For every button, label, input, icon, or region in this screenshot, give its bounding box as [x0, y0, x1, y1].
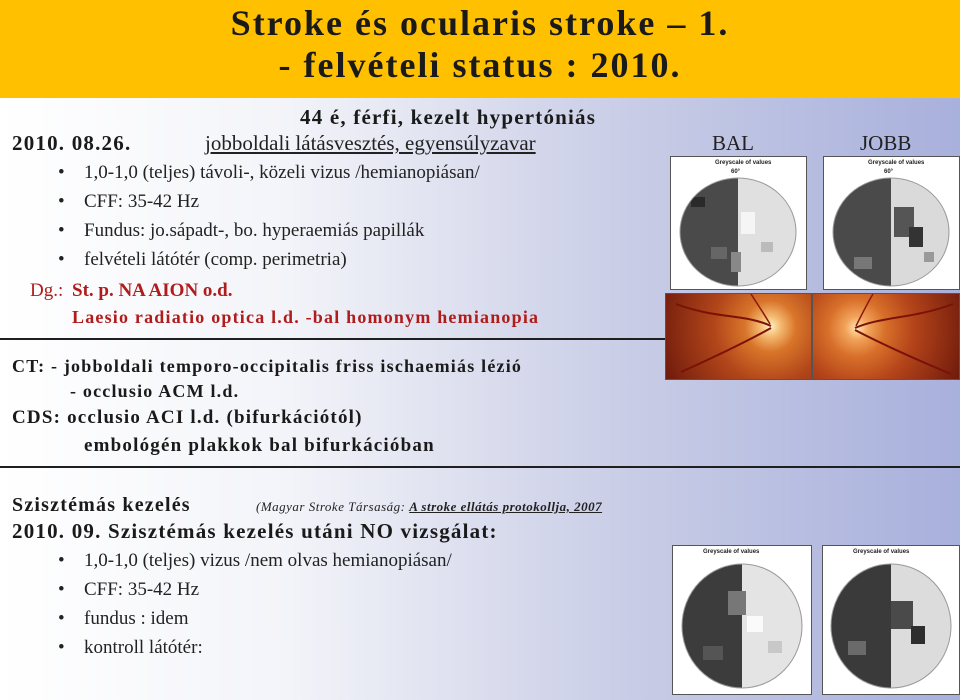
label-bal: BAL: [712, 131, 754, 155]
protocol-link[interactable]: A stroke ellátás protokollja, 2007: [409, 499, 603, 514]
slide-title-line2: - felvételi status : 2010.: [278, 45, 682, 85]
admission-date: 2010. 08.26.: [12, 131, 132, 155]
visual-field-left-control: Greyscale of values: [672, 545, 812, 695]
cds-finding: CDS: occlusio ACI l.d. (bifurkációtól): [12, 407, 363, 428]
finding-item: • 1,0-1,0 (teljes) távoli-, közeli vizus /hemianopiásan/: [84, 162, 480, 184]
followup-item: • fundus : idem: [84, 608, 189, 630]
visual-field-left-admission: Greyscale of values 60°: [670, 156, 807, 290]
patient-info: 44 é, férfi, kezelt hypertóniás: [300, 105, 597, 129]
diagnosis-label: Dg.:: [30, 280, 64, 301]
treatment-reference-prefix: (Magyar Stroke Társaság:: [256, 499, 406, 514]
diagnosis-line1: St. p. NA AION o.d.: [72, 280, 233, 301]
finding-item: • felvételi látótér (comp. perimetria): [84, 249, 347, 271]
treatment-reference: [256, 499, 602, 515]
complaint: jobboldali látásvesztés, egyensúlyzavar: [205, 131, 536, 155]
finding-item: • CFF: 35-42 Hz: [84, 191, 199, 213]
followup-item: • 1,0-1,0 (teljes) vizus /nem olvas hemianopiásan/: [84, 550, 452, 572]
finding-item: • Fundus: jo.sápadt-, bo. hyperaemiás papillák: [84, 220, 424, 242]
followup-heading: 2010. 09. Szisztémás kezelés utáni NO vizsgálat:: [12, 519, 498, 543]
visual-field-right-control: Greyscale of values: [822, 545, 960, 695]
followup-item: • kontroll látótér:: [84, 637, 203, 659]
followup-item: • CFF: 35-42 Hz: [84, 579, 199, 601]
visual-field-right-admission: Greyscale of values 60°: [823, 156, 960, 290]
separator: [0, 466, 960, 468]
diagnosis-line2: Laesio radiatio optica l.d. -bal homonym hemianopia: [72, 307, 540, 327]
label-jobb: JOBB: [860, 131, 912, 155]
fundus-photo-right: [812, 293, 960, 380]
fundus-photo-left: [665, 293, 812, 380]
treatment-label: Szisztémás kezelés: [12, 494, 191, 516]
cds-finding-2: embológén plakkok bal bifurkációban: [84, 435, 435, 456]
slide-title-line1: Stroke és ocularis stroke – 1.: [230, 3, 730, 43]
ct-finding: CT: - jobboldali temporo-occipitalis friss ischaemiás lézió: [12, 356, 523, 376]
ct-finding-2: - occlusio ACM l.d.: [70, 381, 240, 401]
